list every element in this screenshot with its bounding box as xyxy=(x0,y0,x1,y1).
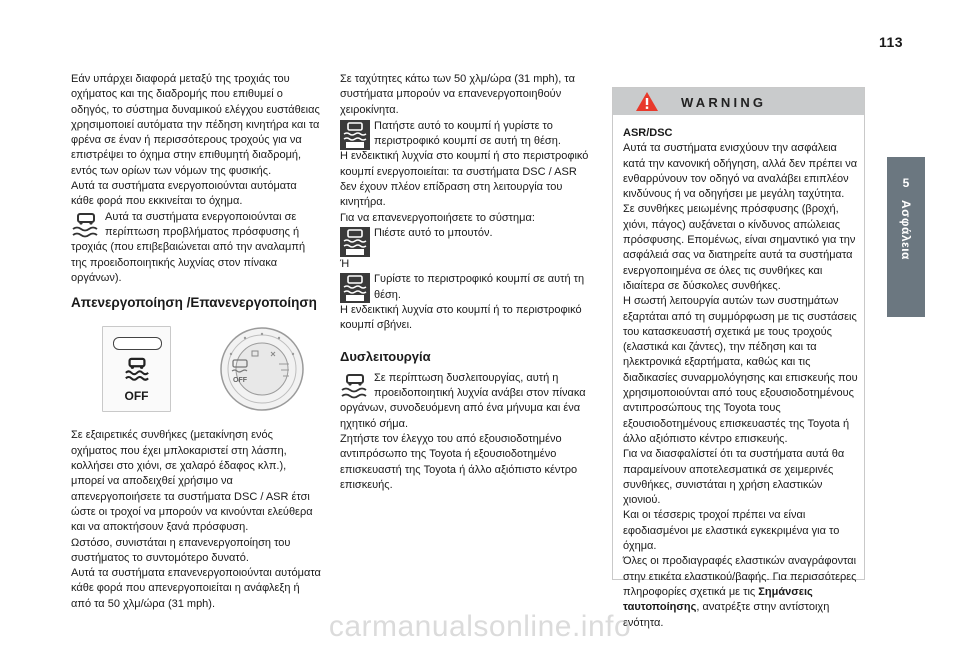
paragraph: οργάνων, συνοδευόμενη από ένα μήνυμα και ένα ηχητικό σήμα. xyxy=(340,402,581,430)
skid-control-icon xyxy=(71,211,101,241)
paragraph: Η ενδεικτική λυχνία στο κουμπί ή στο περιστροφικό κουμπί ενεργοποιείται: τα συστήματα DSC / ASR δεν έχουν πλέον επίδραση στη λειτουργία του κινητήρα. xyxy=(340,150,589,209)
paragraph: Εάν υπάρχει διαφορά μεταξύ της τροχιάς του οχήματος και της διαδρομής που επιθυμεί ο οδηγός, το σύστημα δυναμικού ελέγχου ευστάθειας χρησιμοποιεί αυτόματα την πέδηση κινητήρα και τα φρένα σε έναν ή περισσότερους τροχούς για να επιστρέψει το όχημα στην επιθυμητή διαδρομή, εντός των ορίων των νόμων της φυσικής. xyxy=(71,73,320,177)
paragraph: Η σωστή λειτουργία αυτών των συστημάτων εξαρτάται από τη συμμόρφωση με τις συστάσεις του κατασκευαστή σχετικά με τους τροχούς (ελαστικά και ζάντες), την πέδηση και τα ηλεκτρονικά εξαρτήματα, καθώς και τις διαδικασίες συναρμολόγησης και επισκευής που χρησιμοποιούνται από τους εξουσιοδοτημένους αντιπροσώπους της Toyota τους εξουσιοδοτημένους επισκευαστές της Toyota ή άλλο αξιόπιστο κέντρο επισκευής. xyxy=(623,295,858,445)
paragraph: Σε ταχύτητες κάτω των 50 χλμ/ώρα (31 mph), τα συστήματα μπορούν να επανενεργοποιηθούν χειροκίνητα. xyxy=(340,73,575,116)
skid-control-warning-icon xyxy=(340,372,370,402)
skid-off-icon xyxy=(340,120,370,150)
middle-column xyxy=(340,72,590,493)
skid-control-icon xyxy=(123,357,151,383)
paragraph: Για να διασφαλίστεί ότι τα συστήματα αυτά θα παραμείνουν αποτελεσματικά σε χειμερινές συνθήκες, συνιστάται η χρήση ελαστικών χιονιού. xyxy=(623,448,845,507)
icon-paragraph xyxy=(340,226,590,257)
skid-off-icon xyxy=(340,227,370,257)
or-separator: Ή xyxy=(340,257,350,270)
paragraph: Αυτά τα συστήματα ενεργοποιούνται αυτόματα κάθε φορά που εκκινείται το όχημα. xyxy=(71,180,297,208)
paragraph: Η ενδεικτική λυχνία στο κουμπί ή το περιστροφικό κουμπί σβήνει. xyxy=(340,303,582,332)
icon-paragraph xyxy=(71,210,321,241)
icon-paragraph-line: Πιέστε αυτό το μπουτόν. xyxy=(374,226,493,239)
icon-paragraph xyxy=(340,272,590,303)
icon-paragraph xyxy=(340,119,590,150)
paragraph: Αυτά τα συστήματα ενισχύουν την ασφάλεια κατά την κανονική οδήγηση, αλλά δεν πρέπει να ενθαρρύνουν τον οδηγό να αναλάβει επιπλέον κινδύνους ή να οδηγήσει με μεγάλη ταχύτητα. xyxy=(623,142,858,201)
paragraph: Ωστόσο, συνιστάται η επανενεργοποίηση του συστήματος το συντομότερο δυνατό. xyxy=(71,536,291,564)
icon-paragraph xyxy=(340,371,590,402)
left-column xyxy=(71,72,321,612)
page-number: 113 xyxy=(879,34,904,50)
warning-title: WARNING xyxy=(681,95,767,110)
icon-paragraph-line: περιστροφικό κουμπί σε αυτή τη θέση. xyxy=(374,135,561,148)
paragraph: Αυτά τα συστήματα επανενεργοποιούνται αυτόματα κάθε φορά που απενεργοποιείται η ανάφλεξη ή από τα 50 χλμ/ώρα (31 mph). xyxy=(71,567,321,610)
off-button-label: OFF xyxy=(124,389,149,404)
cross-reference: Σημάνσεις ταυτοποίησης xyxy=(623,585,813,614)
section-tab-number: 5 xyxy=(902,176,910,190)
drive-mode-dial-illustration xyxy=(219,326,305,412)
section-heading: Δυσλειτουργία xyxy=(340,349,431,365)
paragraph: Σε συνθήκες μειωμένης πρόσφυσης (βροχή, χιόνι, πάγος) αυξάνεται ο κίνδυνος απώλειας πρόσφυσης. Επομένως, είναι σημαντικό για την ασφάλειά σας να διατηρείτε αυτά τα συστήματα ενεργοποιημένα σε όλες τις συνθήκες και ιδιαίτερα σε δύσκολες συνθήκες. xyxy=(623,203,856,292)
warning-body xyxy=(623,126,859,631)
text-run: Όλες οι προδιαγραφές ελαστικών αναγράφονται στην ετικέτα ελαστικού/βαφής. Για περισσότερες πληροφορίες σχετικά με τις xyxy=(623,555,857,598)
icon-paragraph-line: Γυρίστε το περιστροφικό κουμπί σε αυτή τη xyxy=(374,273,585,286)
icon-paragraph-line: θέση. xyxy=(374,288,401,301)
icon-paragraph-line: προειδοποιητική λυχνία ανάβει στον πίνακα xyxy=(374,387,586,400)
icon-paragraph-line: Αυτά τα συστήματα ενεργοποιούνται σε xyxy=(105,210,297,223)
warning-subheading: ASR/DSC xyxy=(623,127,673,139)
dial-off-label: OFF xyxy=(233,377,247,385)
warning-header xyxy=(613,88,864,115)
controls-figure xyxy=(71,326,321,411)
warning-triangle-icon xyxy=(635,91,659,112)
paragraph: Για να επανενεργοποιήσετε το σύστημα: xyxy=(340,211,535,224)
watermark: carmanualsonline.info xyxy=(328,610,632,643)
paragraph: τροχιάς (που επιβεβαιώνεται από την αναλαμπή της προειδοποιητικής λυχνίας στον πίνακα οργάνων). xyxy=(71,241,306,284)
paragraph: Και οι τέσσερις τροχοί πρέπει να είναι εφοδιασμένοι με ελαστικά εγκεκριμένα για το όχημα. xyxy=(623,509,840,553)
button-indicator-slot xyxy=(113,337,162,350)
icon-paragraph-line: περίπτωση προβλήματος πρόσφυσης ή xyxy=(105,225,300,238)
section-tab-label: Ασφάλεια xyxy=(899,200,913,260)
warning-box xyxy=(612,87,865,629)
icon-paragraph-line: Σε περίπτωση δυσλειτουργίας, αυτή η xyxy=(374,371,559,384)
paragraph: Ζητήστε τον έλεγχο του από εξουσιοδοτημένο αντιπρόσωπο της Toyota ή εξουσιοδοτημένο επισκευαστή της Toyota ή άλλο αξιόπιστο κέντρο επισκευής. xyxy=(340,432,578,491)
icon-paragraph-line: Πατήστε αυτό το κουμπί ή γυρίστε το xyxy=(374,119,553,132)
skid-off-icon xyxy=(340,273,370,303)
section-heading: Απενεργοποίηση /Επανενεργοποίηση xyxy=(71,295,317,311)
off-button-illustration xyxy=(102,326,171,412)
text-run: , ανατρέξτε στην αντίστοιχη ενότητα. xyxy=(623,601,830,629)
paragraph: Σε εξαιρετικές συνθήκες (μετακίνηση ενός οχήματος που έχει μπλοκαριστεί στη λάσπη, κολλήσει στο χιόνι, σε χαλαρό έδαφος κλπ.), μπορεί να αποδειχθεί χρήσιμο να απενεργοποιήσετε τα συστήματα DSC / ASR έτσι ώστε οι τροχοί να μπορούν να κινούνται ελεύθερα και να αποκτήσουν ξανά πρόσφυση. xyxy=(71,429,313,534)
